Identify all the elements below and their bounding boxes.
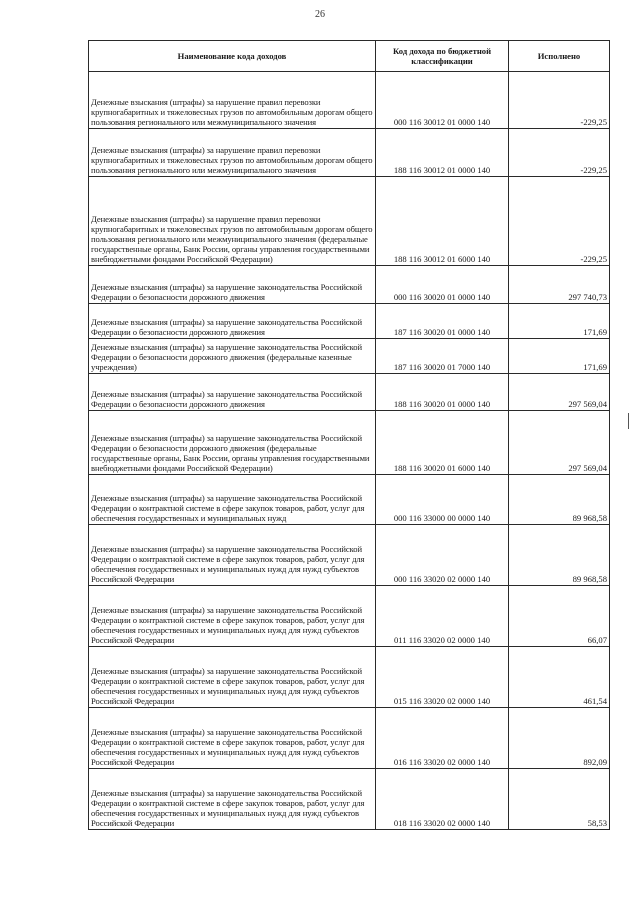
row-name: Денежные взыскания (штрафы) за нарушение правил перевозки крупногабаритных и тяжеловесных грузов по автомобильным дорогам общего пользования регионального или межмуниципального значения: [89, 129, 376, 177]
table-row: [89, 177, 610, 266]
table-row: [89, 586, 610, 647]
row-code: 000 116 33000 00 0000 140: [376, 475, 509, 525]
row-code: 187 116 30020 01 0000 140: [376, 304, 509, 339]
row-name: Денежные взыскания (штрафы) за нарушение правил перевозки крупногабаритных и тяжеловесных грузов по автомобильным дорогам общего пользования регионального или межмуниципального значения (федеральные государственные органы, Банк России, органы управления государственными внебюджетными фондами Российской Федерации): [89, 177, 376, 266]
table-header-row: [89, 41, 610, 72]
row-amount: 297 740,73: [509, 266, 610, 304]
header-code: Код дохода по бюджетной классификации: [376, 41, 509, 72]
budget-revenue-table: [88, 40, 610, 830]
margin-mark: [628, 413, 629, 429]
row-code: 188 116 30020 01 0000 140: [376, 374, 509, 411]
row-amount: 66,07: [509, 586, 610, 647]
table-row: [89, 266, 610, 304]
row-code: 011 116 33020 02 0000 140: [376, 586, 509, 647]
row-amount: 58,53: [509, 769, 610, 830]
row-name: Денежные взыскания (штрафы) за нарушение законодательства Российской Федерации о контрактной системе в сфере закупок товаров, работ, услуг для обеспечения государственных и муниципальных нужд для нужд субъектов Российской Федерации: [89, 647, 376, 708]
header-amount: Исполнено: [509, 41, 610, 72]
row-name: Денежные взыскания (штрафы) за нарушение законодательства Российской Федерации о контрактной системе в сфере закупок товаров, работ, услуг для обеспечения государственных и муниципальных нужд для нужд субъектов Российской Федерации: [89, 525, 376, 586]
table-row: [89, 129, 610, 177]
table-row: [89, 339, 610, 374]
row-name: Денежные взыскания (штрафы) за нарушение законодательства Российской Федерации о контрактной системе в сфере закупок товаров, работ, услуг для обеспечения государственных и муниципальных нужд для нужд субъектов Российской Федерации: [89, 769, 376, 830]
row-code: 015 116 33020 02 0000 140: [376, 647, 509, 708]
row-name: Денежные взыскания (штрафы) за нарушение законодательства Российской Федерации о безопасности дорожного движения (федеральные казенные учреждения): [89, 339, 376, 374]
table-row: [89, 304, 610, 339]
table-row: [89, 647, 610, 708]
row-amount: 297 569,04: [509, 374, 610, 411]
row-code: 188 116 30012 01 6000 140: [376, 177, 509, 266]
row-amount: 89 968,58: [509, 525, 610, 586]
row-code: 188 116 30012 01 0000 140: [376, 129, 509, 177]
row-name: Денежные взыскания (штрафы) за нарушение законодательства Российской Федерации о контрактной системе в сфере закупок товаров, работ, услуг для обеспечения государственных и муниципальных нужд для нужд субъектов Российской Федерации: [89, 708, 376, 769]
row-amount: -229,25: [509, 72, 610, 129]
row-code: 188 116 30020 01 6000 140: [376, 411, 509, 475]
row-amount: 892,09: [509, 708, 610, 769]
row-amount: 89 968,58: [509, 475, 610, 525]
row-code: 187 116 30020 01 7000 140: [376, 339, 509, 374]
table-row: [89, 475, 610, 525]
row-amount: 171,69: [509, 339, 610, 374]
row-code: 000 116 30012 01 0000 140: [376, 72, 509, 129]
row-name: Денежные взыскания (штрафы) за нарушение законодательства Российской Федерации о безопасности дорожного движения: [89, 304, 376, 339]
row-amount: 297 569,04: [509, 411, 610, 475]
page-number: 26: [315, 9, 325, 20]
table-row: [89, 374, 610, 411]
table-row: [89, 708, 610, 769]
header-name: Наименование кода доходов: [89, 41, 376, 72]
row-name: Денежные взыскания (штрафы) за нарушение правил перевозки крупногабаритных и тяжеловесных грузов по автомобильным дорогам общего пользования регионального или межмуниципального значения: [89, 72, 376, 129]
row-name: Денежные взыскания (штрафы) за нарушение законодательства Российской Федерации о контрактной системе в сфере закупок товаров, работ, услуг для обеспечения государственных и муниципальных нужд: [89, 475, 376, 525]
row-name: Денежные взыскания (штрафы) за нарушение законодательства Российской Федерации о безопасности дорожного движения: [89, 374, 376, 411]
row-amount: -229,25: [509, 129, 610, 177]
row-amount: 461,54: [509, 647, 610, 708]
row-amount: -229,25: [509, 177, 610, 266]
row-code: 016 116 33020 02 0000 140: [376, 708, 509, 769]
row-name: Денежные взыскания (штрафы) за нарушение законодательства Российской Федерации о безопасности дорожного движения (федеральные государственные органы, Банк России, органы управления государственными внебюджетными фондами Российской Федерации): [89, 411, 376, 475]
row-code: 018 116 33020 02 0000 140: [376, 769, 509, 830]
table-row: [89, 525, 610, 586]
row-name: Денежные взыскания (штрафы) за нарушение законодательства Российской Федерации о безопасности дорожного движения: [89, 266, 376, 304]
row-code: 000 116 33020 02 0000 140: [376, 525, 509, 586]
row-code: 000 116 30020 01 0000 140: [376, 266, 509, 304]
row-name: Денежные взыскания (штрафы) за нарушение законодательства Российской Федерации о контрактной системе в сфере закупок товаров, работ, услуг для обеспечения государственных и муниципальных нужд для нужд субъектов Российской Федерации: [89, 586, 376, 647]
table-row: [89, 72, 610, 129]
table-row: [89, 411, 610, 475]
row-amount: 171,69: [509, 304, 610, 339]
table-row: [89, 769, 610, 830]
